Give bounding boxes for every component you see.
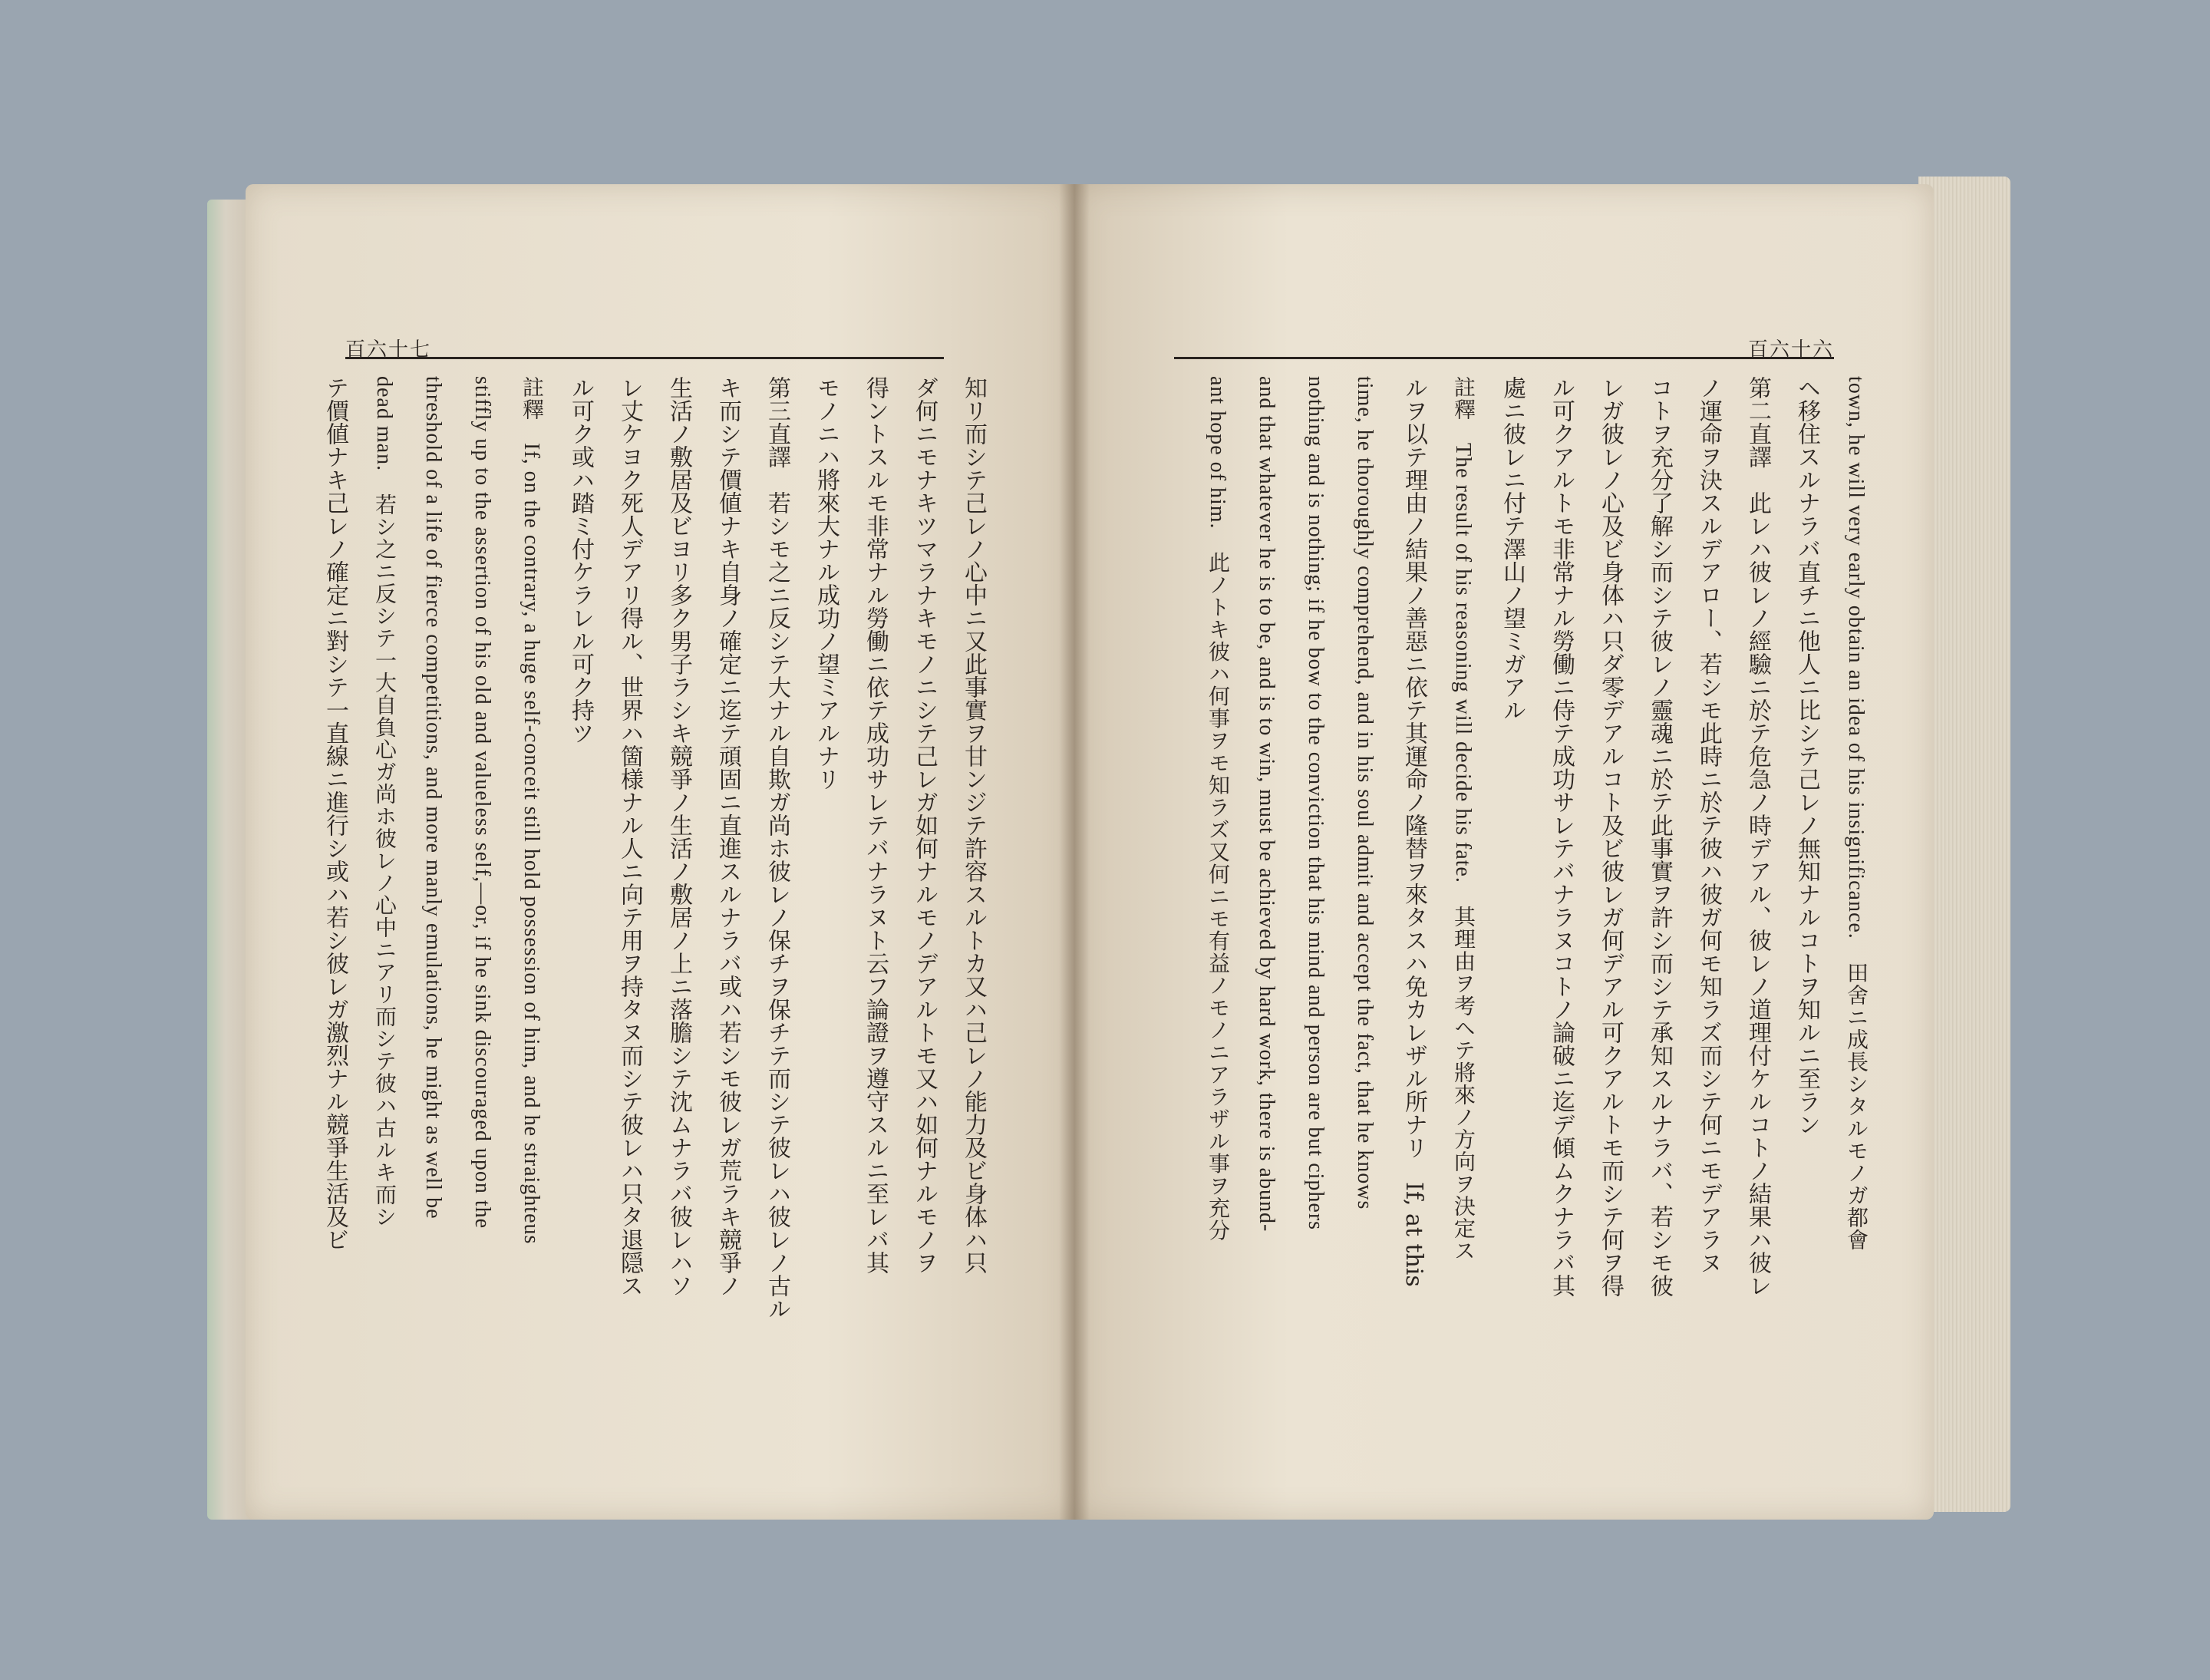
text-column: ダ何ニモナキツマラナキモノニシテ己レガ如何ナルモノデアルトモ又ハ如何ナルモノヲ [911,376,938,1274]
text-column: レガ彼レノ心及ビ身体ハ只ダ零デアルコト及ビ彼レガ何デアル可クアルトモ而シテ何ヲ得 [1597,376,1624,1297]
text-column: 第二直譯 此レハ彼レノ經驗ニ於テ危急ノ時デアル、彼レノ道理付ケルコトノ結果ハ彼レ [1744,376,1771,1297]
text-column: テ價値ナキ己レノ確定ニ對シテ一直線ニ進行シ或ハ若シ彼レガ激烈ナル競爭生活及ビ [322,376,348,1251]
right-page-header [1174,334,1834,359]
text-column: threshold of a life of fierce competitions, and more manly emulations, he might as well be [421,376,445,1220]
text-column: time, he thoroughly comprehend, and in his soul admit and accept the fact, that he knows [1353,376,1377,1210]
right-page-number: 百六十六 [1747,338,1834,361]
text-column: 處ニ彼レニ付テ澤山ノ望ミガアル [1499,376,1526,721]
open-book [207,169,2010,1535]
text-column: 註釋 If, on the contrary, a huge self-conceit still hold possession of him, and he straighteus [520,376,543,1245]
text-column: and that whatever he is to be, and is to win, must be achieved by hard work, there is abund- [1255,376,1278,1233]
text-column: 生活ノ敷居及ビヨリ多ク男子ラシキ競爭ノ生活ノ敷居ノ上ニ落膽シテ沈ムナラバ彼レハソ [665,376,692,1297]
left-page [246,184,1074,1520]
text-column: コトヲ充分了解シ而シテ彼レノ靈魂ニ於テ此事實ヲ許シ而シテ承知スルナラバ、若シモ彼 [1646,376,1673,1297]
text-column: 第三直譯 若シモ之ニ反シテ大ナル自欺ガ尚ホ彼レノ保チヲ保チテ而シテ彼レハ彼レノ古ル [764,376,790,1320]
left-page-header [345,334,944,359]
text-column: ノ運命ヲ決スルデアロー、若シモ此時ニ於テ彼ハ彼ガ何モ知ラズ而シテ何ニモデアラヌ [1695,376,1722,1274]
right-page [1074,184,1934,1520]
left-page-number: 百六十七 [345,338,432,361]
text-column: ヘ移住スルナラバ直チニ他人ニ比シテ己レノ無知ナルコトヲ知ルニ至ラン [1793,376,1820,1136]
text-column: dead man. 若シ之ニ反シテ一大自負心ガ尚ホ彼レノ心中ニアリ而シテ彼ハ古ルキ而シ [372,376,396,1229]
text-column: town, he will very early obtain an idea of his insignificance. 田舍ニ成長シタルモノガ都會 [1844,376,1868,1251]
text-column: nothing and is nothing; if he bow to the conviction that his mind and person are but ciphers [1304,376,1328,1231]
right-page-text [1120,376,1880,1435]
left-page-text [322,376,998,1435]
text-column: stiffly up to the assertion of his old and valueless self,—or, if he sink discouraged upon the [470,376,494,1229]
text-column: 得ントスルモ非常ナル勞働ニ依テ成功サレテバナラヌト云フ論證ヲ遵守スルニ至レバ其 [862,376,889,1274]
text-column: レ丈ケヨク死人デアリ得ル、世界ハ箇様ナル人ニ向テ用ヲ持タヌ而シテ彼レハ只タ退隠ス [616,376,643,1297]
text-column: ル可クアルトモ非常ナル勞働ニ侍テ成功サレテバナラヌコトノ論破ニ迄デ傾ムクナラバ其 [1548,376,1575,1297]
text-column: 註釋 The result of his reasoning will decide his fate. 其理由ヲ考ヘテ將來ノ方向ヲ決定ス [1451,376,1475,1262]
text-column: ルヲ以テ理由ノ結果ノ善惡ニ依テ其運命ノ隆替ヲ來タスハ免カレザル所ナリ If, at this [1400,376,1427,1287]
text-column: ル可ク或ハ踏ミ付ケラレル可ク持ツ [567,376,594,744]
text-column: 知リ而シテ己レノ心中ニ又此事實ヲ甘ンジテ許容スルトカ又ハ己レノ能力及ビ身体ハ只 [960,376,987,1274]
text-column: ant hope of him. 此ノトキ彼ハ何事ヲモ知ラズ又何ニモ有益ノモノニアラザル事ヲ充分 [1206,376,1229,1242]
text-column: モノニハ將來大ナル成功ノ望ミアルナリ [813,376,839,790]
text-column: キ而シテ價値ナキ自身ノ確定ニ迄テ頑固ニ直進スルナラバ或ハ若シモ彼レガ荒ラキ競爭ノ [714,376,741,1297]
book-gutter [1059,184,1090,1520]
